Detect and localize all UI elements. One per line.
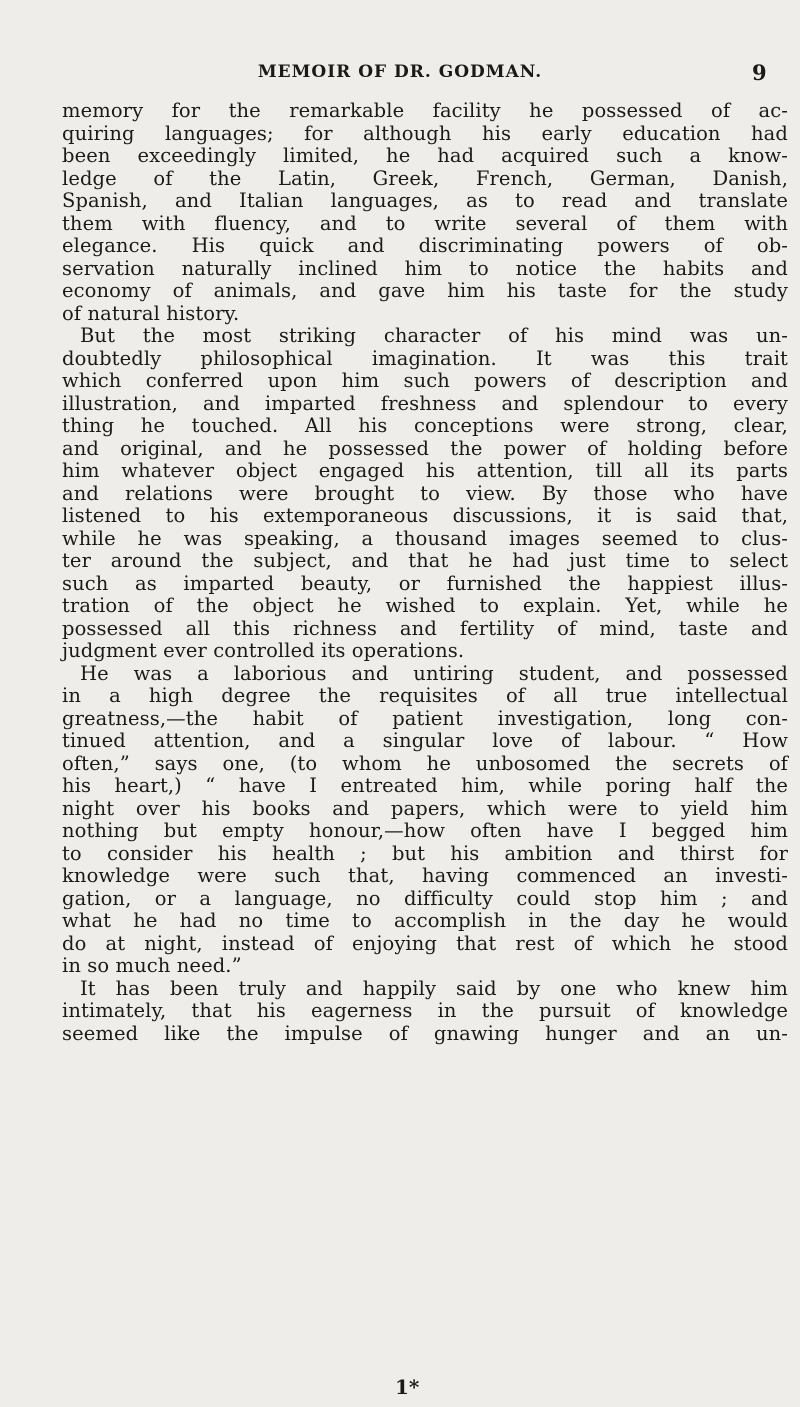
text-line: and original, and he possessed the power of holding before	[62, 436, 788, 460]
page-number: 9	[752, 60, 767, 85]
text-line: do at night, instead of enjoying that rest of which he stood	[62, 931, 788, 955]
text-line: listened to his extemporaneous discussions, it is said that,	[62, 504, 788, 527]
text-line: He was a laborious and untiring student, and possessed	[80, 661, 788, 685]
text-line: Spanish, and Italian languages, as to read and translate	[62, 189, 788, 212]
text-line: elegance. His quick and discriminating powers of ob-	[62, 234, 788, 257]
text-line: servation naturally inclined him to notice the habits and	[62, 256, 788, 280]
running-head	[0, 60, 800, 90]
text-line: ledge of the Latin, Greek, French, German, Danish,	[62, 166, 788, 190]
text-line: gation, or a language, no difficulty could stop him ; and	[62, 886, 788, 910]
text-line: been exceedingly limited, he had acquired such a know-	[62, 144, 788, 167]
text-line: economy of animals, and gave him his taste for the study	[62, 279, 788, 302]
text-line: ter around the subject, and that he had just time to select	[62, 549, 788, 572]
running-title: MEMOIR OF DR. GODMAN.	[257, 62, 543, 82]
text-line: in so much need.”	[62, 954, 242, 977]
text-line: and relations were brought to view. By those who have	[62, 481, 788, 505]
text-line: in a high degree the requisites of all true intellectual	[62, 684, 788, 707]
text-line: while he was speaking, a thousand images seemed to clus-	[62, 526, 788, 550]
text-line: It has been truly and happily said by one who knew him	[80, 976, 788, 1000]
text-line: what he had no time to accomplish in the day he would	[62, 909, 788, 932]
text-line: knowledge were such that, having commenced an investi-	[62, 864, 788, 887]
signature-mark: 1*	[395, 1375, 420, 1399]
text-line: tinued attention, and a singular love of labour. “ How	[62, 729, 788, 752]
text-line: him whatever object engaged his attention, till all its parts	[62, 459, 788, 482]
text-line: tration of the object he wished to explain. Yet, while he	[62, 594, 788, 617]
text-line: But the most striking character of his mind was un-	[80, 324, 788, 347]
text-line: memory for the remarkable facility he possessed of ac-	[62, 99, 788, 122]
text-line: to consider his health ; but his ambition and thirst for	[62, 841, 788, 865]
text-line: seemed like the impulse of gnawing hunger and an un-	[62, 1021, 788, 1045]
text-line: nothing but empty honour,—how often have I begged him	[62, 819, 788, 842]
body-text	[62, 100, 788, 1045]
text-line: greatness,—the habit of patient investigation, long con-	[62, 706, 788, 730]
text-line: quiring languages; for although his early education had	[62, 121, 788, 145]
text-line: judgment ever controlled its operations.	[62, 639, 465, 662]
text-line: them with fluency, and to write several of them with	[62, 211, 788, 235]
text-line: which conferred upon him such powers of description and	[62, 369, 788, 392]
text-line: doubtedly philosophical imagination. It was this trait	[62, 346, 788, 370]
text-line: intimately, that his eagerness in the pursuit of knowledge	[62, 999, 788, 1022]
text-line: of natural history.	[62, 301, 240, 325]
text-line: often,” says one, (to whom he unbosomed the secrets of	[62, 751, 788, 775]
text-line: night over his books and papers, which were to yield him	[62, 796, 788, 820]
text-line: his heart,) “ have I entreated him, while poring half the	[62, 774, 788, 797]
text-line: possessed all this richness and fertility of mind, taste and	[62, 616, 788, 640]
text-line: illustration, and imparted freshness and splendour to every	[62, 391, 788, 415]
text-line: such as imparted beauty, or furnished the happiest illus-	[62, 571, 788, 595]
text-line: thing he touched. All his conceptions were strong, clear,	[62, 414, 788, 437]
